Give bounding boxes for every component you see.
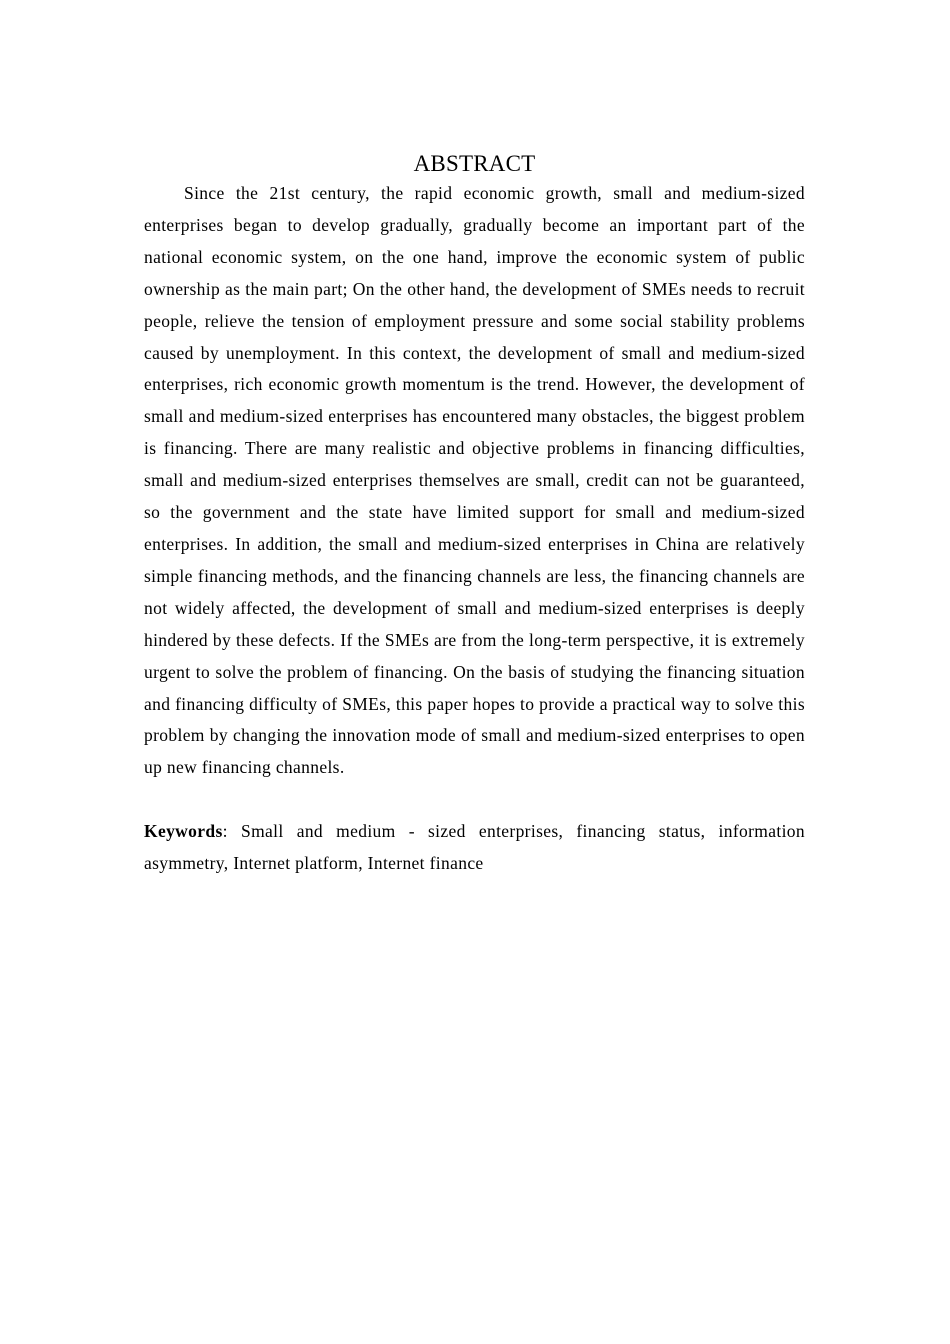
keywords-separator: : xyxy=(222,821,241,842)
abstract-title: ABSTRACT xyxy=(413,151,536,176)
keywords-list: Small and medium - sized enterprises, financing status, information asymmetry, Internet platform, Internet finance xyxy=(144,821,806,874)
keywords-label: Keywords xyxy=(144,821,223,842)
abstract-body: Since the 21st century, the rapid economic growth, small and medium-sized enterprises began to develop gradually, gradually become an important part of the national economic system, on the one hand, improve the economic system of public ownership as the main part; On the other hand, the development of SMEs needs to recruit people, relieve the tension of employment pressure and some social stability problems caused by unemployment. In this context, the development of small and medium-sized enterprises, rich economic growth momentum is the trend. However, the development of small and medium-sized enterprises has encountered many obstacles, the biggest problem is financing. There are many realistic and objective problems in financing difficulties, small and medium-sized enterprises themselves are small, credit can not be guaranteed, so the government and the state have limited support for small and medium-sized enterprises. In addition, the small and medium-sized enterprises in China are relatively simple financing methods, and the financing channels are less, the financing channels are not widely affected, the development of small and medium-sized enterprises is deeply hindered by these defects. If the SMEs are from the long-term perspective, it is extremely urgent to solve the problem of financing. On the basis of studying the financing situation and financing difficulty of SMEs, this paper hopes to provide a practical way to solve this problem by changing the innovation mode of small and medium-sized enterprises to open up new financing channels. xyxy=(144,183,805,778)
abstract-page xyxy=(144,150,805,880)
keywords-paragraph xyxy=(144,816,805,880)
